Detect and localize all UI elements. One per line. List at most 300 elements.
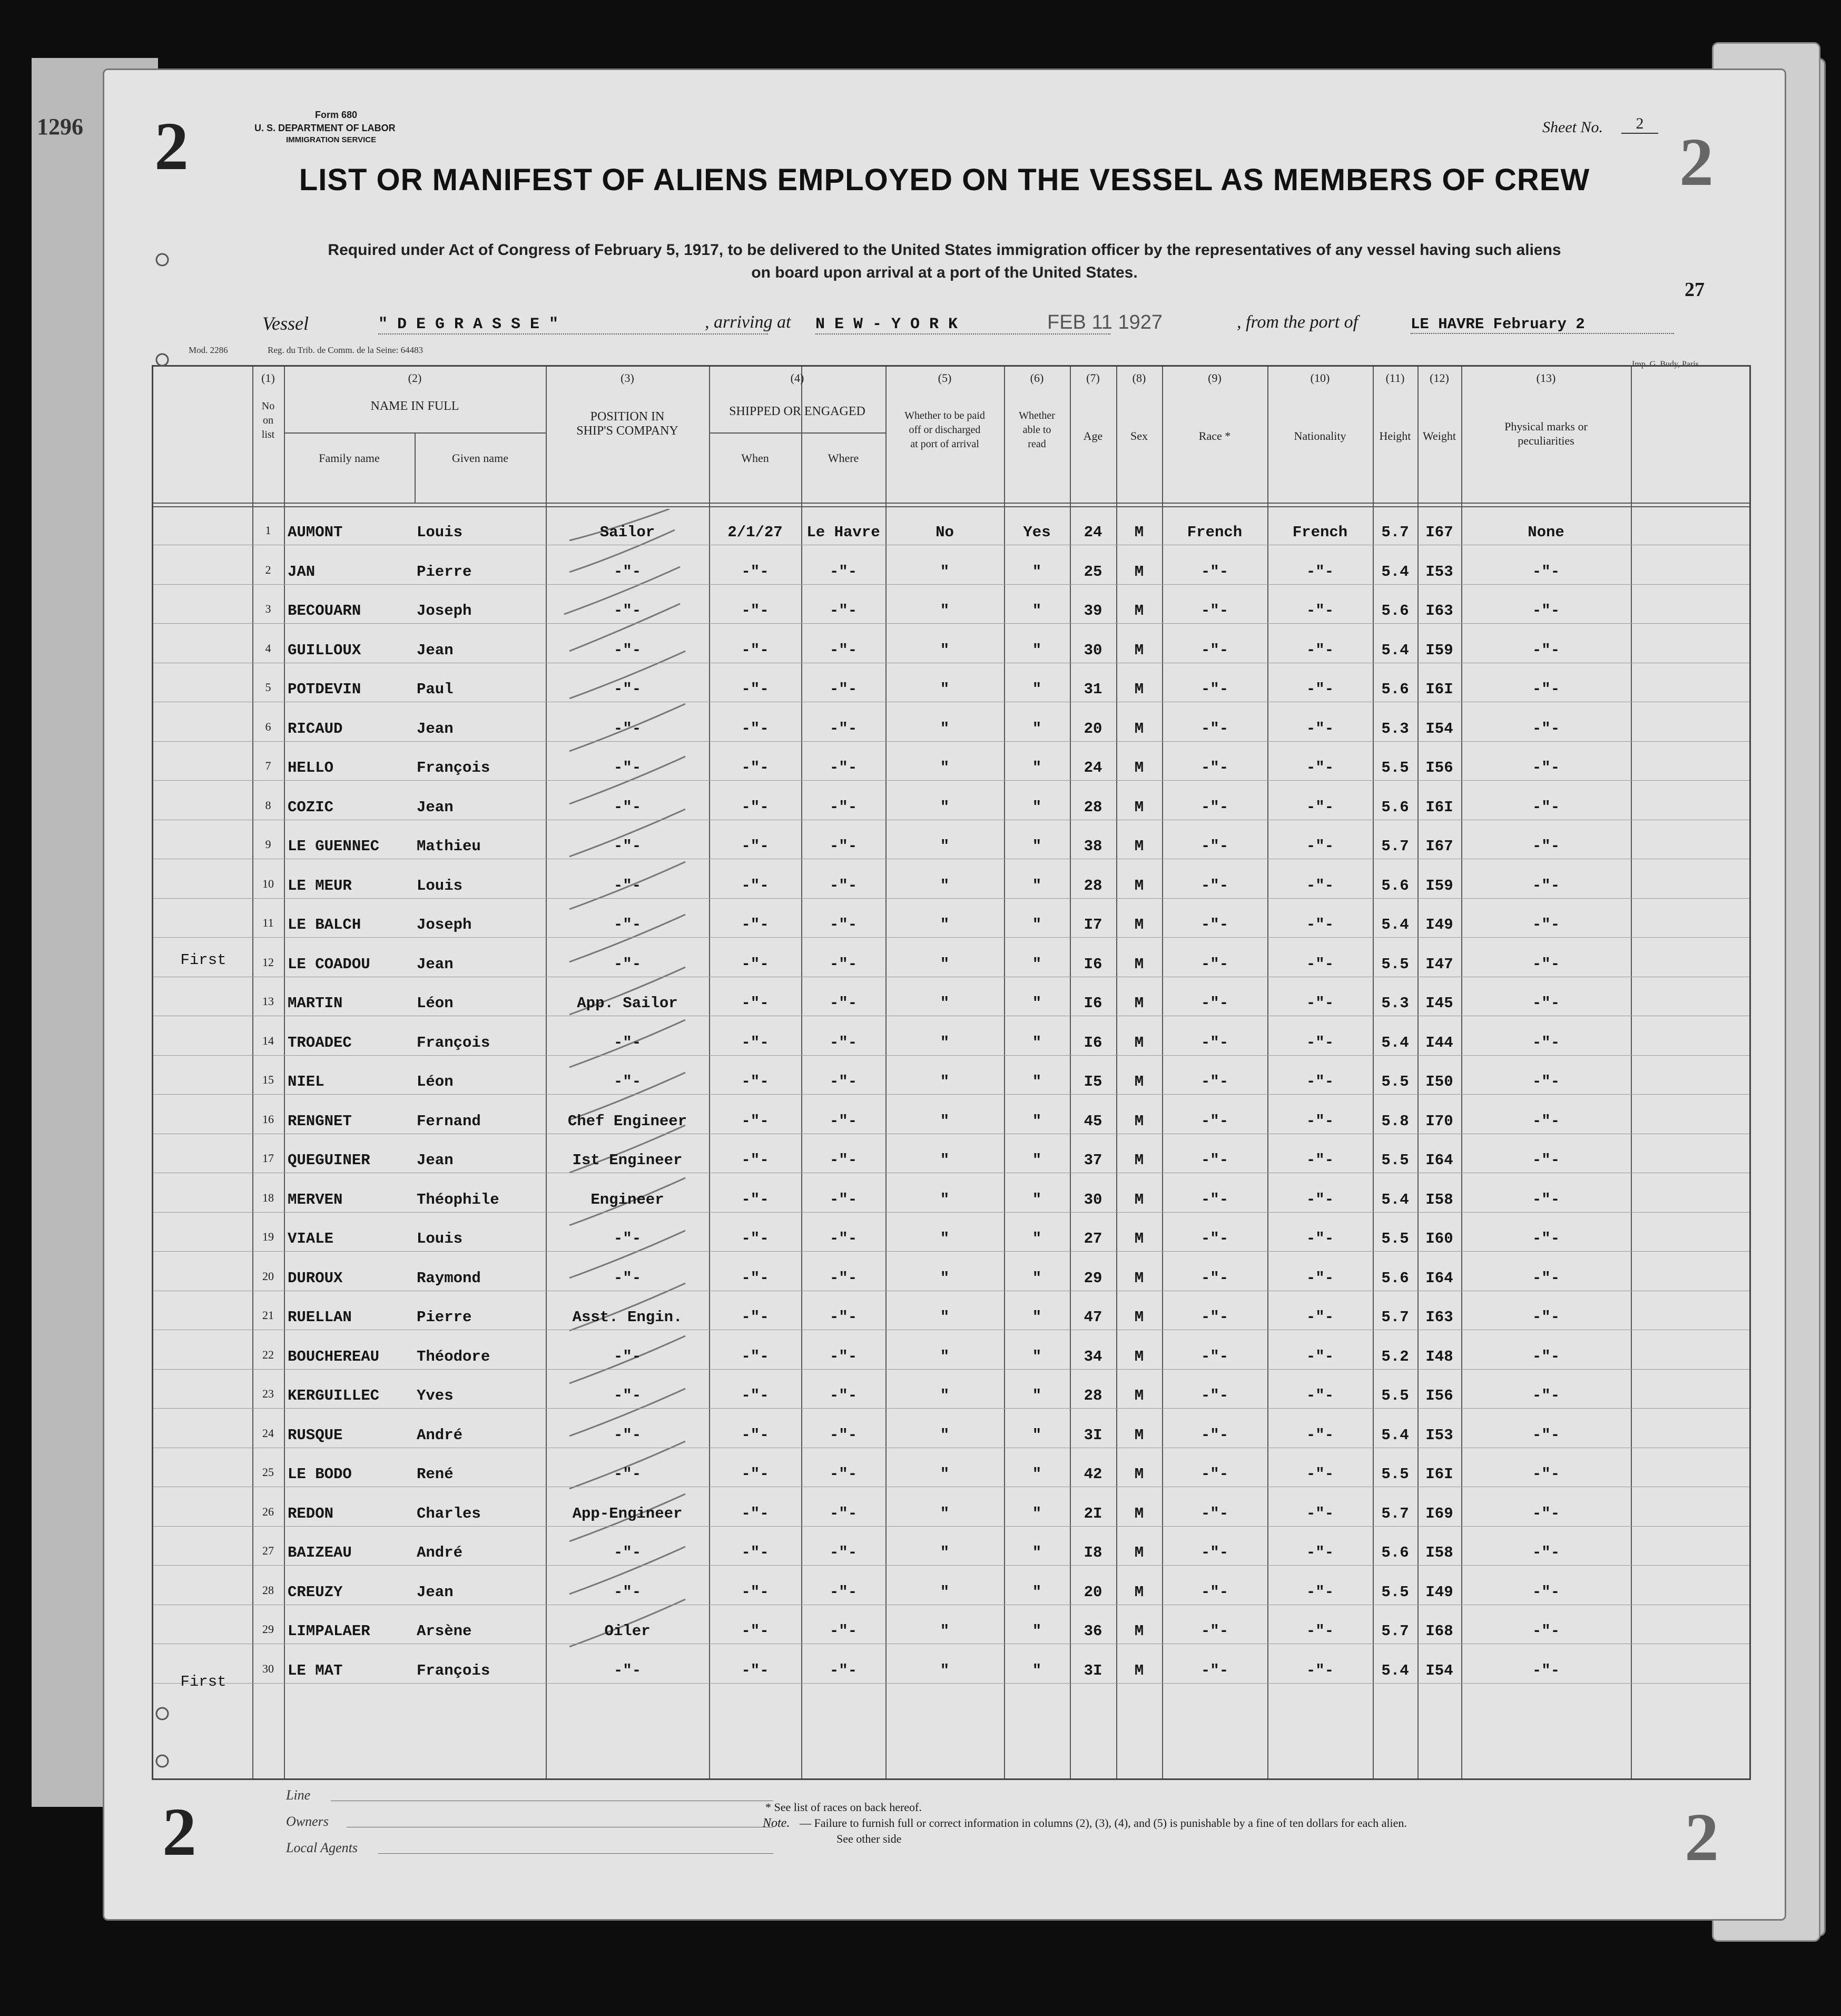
cell-able-to-read: " bbox=[1032, 916, 1042, 933]
cell-physical-marks: -"- bbox=[1532, 995, 1560, 1012]
cell-family-name: AUMONT bbox=[288, 524, 343, 541]
cell-physical-marks: -"- bbox=[1532, 1309, 1560, 1326]
cell-sex: M bbox=[1134, 1544, 1144, 1561]
cell-shipped-where: -"- bbox=[829, 1387, 858, 1404]
cell-height: 5.3 bbox=[1381, 720, 1409, 737]
cell-able-to-read: " bbox=[1032, 1466, 1042, 1483]
col4-number: (4) bbox=[790, 371, 804, 385]
cell-able-to-read: " bbox=[1032, 877, 1042, 894]
cell-shipped-when: -"- bbox=[741, 838, 769, 855]
col11-number: (11) bbox=[1385, 371, 1405, 385]
cell-height: 5.8 bbox=[1381, 1112, 1409, 1130]
cell-race: -"- bbox=[1200, 563, 1229, 581]
cell-weight: I45 bbox=[1425, 995, 1453, 1012]
cell-family-name: BOUCHEREAU bbox=[288, 1348, 380, 1365]
cell-height: 5.4 bbox=[1381, 1661, 1409, 1679]
row-rule bbox=[153, 937, 1749, 938]
cell-paid-off: " bbox=[940, 1348, 950, 1365]
cell-family-name: LE GUENNEC bbox=[288, 838, 380, 855]
cell-shipped-when: -"- bbox=[741, 1387, 769, 1404]
cell-given-name: Pierre bbox=[417, 1309, 472, 1326]
col5-number: (5) bbox=[938, 371, 952, 385]
cell-list-number: 14 bbox=[262, 1034, 274, 1047]
cell-list-number: 8 bbox=[265, 798, 271, 812]
cell-given-name: Raymond bbox=[417, 1269, 481, 1287]
cell-family-name: COZIC bbox=[288, 798, 334, 816]
cell-given-name: Jean bbox=[417, 1583, 454, 1601]
cell-list-number: 16 bbox=[262, 1112, 274, 1126]
cell-given-name: Joseph bbox=[417, 916, 472, 933]
row-rule bbox=[153, 584, 1749, 585]
cell-height: 5.7 bbox=[1381, 1622, 1409, 1640]
cell-family-name: MARTIN bbox=[288, 995, 343, 1012]
cell-list-number: 12 bbox=[262, 955, 274, 969]
cell-given-name: Jean bbox=[417, 1152, 454, 1169]
cell-age: 25 bbox=[1084, 563, 1102, 581]
cell-nationality: -"- bbox=[1306, 1583, 1334, 1601]
requirement-line-2: on board upon arrival at a port of the United States. bbox=[751, 264, 1138, 281]
cell-physical-marks: -"- bbox=[1532, 1191, 1560, 1208]
cell-physical-marks: -"- bbox=[1532, 1583, 1560, 1601]
cell-sex: M bbox=[1134, 1661, 1144, 1679]
cell-sex: M bbox=[1134, 995, 1144, 1012]
cell-age: 24 bbox=[1084, 759, 1102, 776]
cell-position: -"- bbox=[613, 1583, 642, 1601]
cell-nationality: -"- bbox=[1306, 916, 1334, 933]
cell-shipped-where: -"- bbox=[829, 1191, 858, 1208]
cell-shipped-when: -"- bbox=[741, 1191, 769, 1208]
cell-sex: M bbox=[1134, 681, 1144, 698]
cell-race: -"- bbox=[1200, 1426, 1229, 1444]
cell-nationality: -"- bbox=[1306, 1269, 1334, 1287]
cell-physical-marks: -"- bbox=[1532, 720, 1560, 737]
cell-height: 5.7 bbox=[1381, 524, 1409, 541]
cell-paid-off: " bbox=[940, 916, 950, 933]
cell-race: -"- bbox=[1200, 1622, 1229, 1640]
cell-weight: I56 bbox=[1425, 1387, 1453, 1404]
cell-weight: I70 bbox=[1425, 1112, 1453, 1130]
cell-race: -"- bbox=[1200, 602, 1229, 619]
cell-list-number: 20 bbox=[262, 1269, 274, 1283]
cell-nationality: -"- bbox=[1306, 563, 1334, 581]
cell-paid-off: " bbox=[940, 681, 950, 698]
cell-list-number: 15 bbox=[262, 1073, 274, 1086]
cell-family-name: HELLO bbox=[288, 759, 334, 776]
cell-shipped-where: -"- bbox=[829, 1622, 858, 1640]
cell-family-name: LE BALCH bbox=[288, 916, 361, 933]
cell-position: -"- bbox=[613, 1466, 642, 1483]
cell-list-number: 27 bbox=[262, 1544, 274, 1557]
cell-position: -"- bbox=[613, 602, 642, 619]
cell-shipped-when: -"- bbox=[741, 563, 769, 581]
cell-race: -"- bbox=[1200, 1034, 1229, 1051]
cell-shipped-when: -"- bbox=[741, 1309, 769, 1326]
cell-given-name: François bbox=[417, 1034, 490, 1051]
cell-sex: M bbox=[1134, 602, 1144, 619]
cell-family-name: VIALE bbox=[288, 1230, 334, 1247]
cell-shipped-where: -"- bbox=[829, 563, 858, 581]
cell-sex: M bbox=[1134, 1309, 1144, 1326]
col6-number: (6) bbox=[1030, 371, 1044, 385]
local-agents-label: Local Agents bbox=[286, 1840, 358, 1855]
cell-given-name: Louis bbox=[417, 524, 463, 541]
col13-number: (13) bbox=[1536, 371, 1556, 385]
cell-list-number: 23 bbox=[262, 1387, 274, 1400]
cell-paid-off: " bbox=[940, 1112, 950, 1130]
cell-age: I6 bbox=[1084, 995, 1102, 1012]
cell-shipped-where: -"- bbox=[829, 602, 858, 619]
cell-able-to-read: " bbox=[1032, 1387, 1042, 1404]
cell-position: App-Engineer bbox=[572, 1504, 683, 1522]
col9-header: Race * bbox=[1198, 429, 1231, 442]
cell-age: 39 bbox=[1084, 602, 1102, 619]
cell-weight: I69 bbox=[1425, 1504, 1453, 1522]
cell-shipped-where: -"- bbox=[829, 877, 858, 894]
cell-able-to-read: " bbox=[1032, 1152, 1042, 1169]
cell-height: 5.4 bbox=[1381, 563, 1409, 581]
cell-weight: I63 bbox=[1425, 1309, 1453, 1326]
cell-shipped-when: -"- bbox=[741, 1583, 769, 1601]
cell-nationality: -"- bbox=[1306, 1152, 1334, 1169]
cell-physical-marks: -"- bbox=[1532, 1348, 1560, 1365]
cell-age: 34 bbox=[1084, 1348, 1102, 1365]
cell-shipped-where: -"- bbox=[829, 759, 858, 776]
cell-weight: I60 bbox=[1425, 1230, 1453, 1247]
cell-physical-marks: -"- bbox=[1532, 1269, 1560, 1287]
cell-nationality: -"- bbox=[1306, 1309, 1334, 1326]
cell-family-name: LE MAT bbox=[288, 1661, 343, 1679]
cell-given-name: Charles bbox=[417, 1504, 481, 1522]
cell-position: Engineer bbox=[590, 1191, 664, 1208]
row-rule bbox=[153, 1565, 1749, 1566]
cell-shipped-where: -"- bbox=[829, 681, 858, 698]
col1-header: No on list bbox=[261, 400, 275, 440]
cell-paid-off: " bbox=[940, 1504, 950, 1522]
cell-paid-off: " bbox=[940, 1309, 950, 1326]
cell-able-to-read: " bbox=[1032, 1034, 1042, 1051]
cell-given-name: Yves bbox=[417, 1387, 454, 1404]
cell-shipped-when: -"- bbox=[741, 1034, 769, 1051]
cell-age: 28 bbox=[1084, 877, 1102, 894]
cell-weight: I49 bbox=[1425, 1583, 1453, 1601]
cell-shipped-where: -"- bbox=[829, 1034, 858, 1051]
cell-given-name: André bbox=[417, 1544, 463, 1561]
cell-given-name: Jean bbox=[417, 720, 454, 737]
cell-nationality: -"- bbox=[1306, 1230, 1334, 1247]
cell-shipped-where: -"- bbox=[829, 1073, 858, 1090]
col9-number: (9) bbox=[1208, 371, 1222, 385]
cell-physical-marks: -"- bbox=[1532, 798, 1560, 816]
cell-weight: I54 bbox=[1425, 720, 1453, 737]
cell-shipped-when: -"- bbox=[741, 641, 769, 659]
cell-paid-off: " bbox=[940, 995, 950, 1012]
cell-position: -"- bbox=[613, 563, 642, 581]
cell-height: 5.5 bbox=[1381, 1230, 1409, 1247]
cell-weight: I56 bbox=[1425, 759, 1453, 776]
cell-able-to-read: " bbox=[1032, 1583, 1042, 1601]
cell-sex: M bbox=[1134, 1387, 1144, 1404]
cell-sex: M bbox=[1134, 563, 1144, 581]
cell-paid-off: " bbox=[940, 759, 950, 776]
cell-nationality: -"- bbox=[1306, 995, 1334, 1012]
cell-paid-off: " bbox=[940, 1661, 950, 1679]
cell-family-name: NIEL bbox=[288, 1073, 324, 1090]
side-note-first-2: First bbox=[180, 1673, 227, 1690]
cell-able-to-read: " bbox=[1032, 1230, 1042, 1247]
arriving-port: N E W - Y O R K bbox=[815, 316, 1110, 335]
cell-list-number: 5 bbox=[265, 681, 271, 694]
cell-shipped-where: -"- bbox=[829, 955, 858, 973]
cell-position: -"- bbox=[613, 681, 642, 698]
cell-weight: I6I bbox=[1425, 798, 1453, 816]
col4-when-header: When bbox=[741, 451, 769, 465]
binder-holes bbox=[152, 249, 173, 1777]
cell-age: I5 bbox=[1084, 1073, 1102, 1090]
cell-race: French bbox=[1187, 524, 1243, 541]
department-label: U. S. DEPARTMENT OF LABOR bbox=[254, 123, 396, 133]
cell-nationality: -"- bbox=[1306, 720, 1334, 737]
manifest-sheet bbox=[103, 68, 1786, 1921]
cell-position: App. Sailor bbox=[577, 995, 678, 1012]
cell-physical-marks: -"- bbox=[1532, 1466, 1560, 1483]
cell-nationality: -"- bbox=[1306, 798, 1334, 816]
cell-sex: M bbox=[1134, 1466, 1144, 1483]
col2-given-header: Given name bbox=[452, 451, 508, 465]
cell-paid-off: " bbox=[940, 602, 950, 619]
cell-sex: M bbox=[1134, 759, 1144, 776]
row-rule bbox=[153, 623, 1749, 624]
printer-name: Imp. G. Budy, Paris bbox=[1632, 360, 1699, 369]
cell-height: 5.4 bbox=[1381, 641, 1409, 659]
cell-paid-off: No bbox=[936, 524, 954, 541]
cell-sex: M bbox=[1134, 1622, 1144, 1640]
cell-shipped-when: -"- bbox=[741, 1073, 769, 1090]
cell-list-number: 9 bbox=[265, 838, 271, 851]
cell-shipped-where: -"- bbox=[829, 1583, 858, 1601]
cell-given-name: Jean bbox=[417, 798, 454, 816]
cell-nationality: -"- bbox=[1306, 1348, 1334, 1365]
cell-shipped-when: -"- bbox=[741, 877, 769, 894]
cell-sex: M bbox=[1134, 916, 1144, 933]
cell-shipped-where: -"- bbox=[829, 1661, 858, 1679]
col4-where-header: Where bbox=[828, 451, 859, 465]
cell-race: -"- bbox=[1200, 1073, 1229, 1090]
cell-family-name: BAIZEAU bbox=[288, 1544, 352, 1561]
sheet-no-value: 2 bbox=[1621, 115, 1658, 134]
cell-paid-off: " bbox=[940, 1387, 950, 1404]
col10-header: Nationality bbox=[1294, 429, 1346, 442]
cell-list-number: 17 bbox=[262, 1152, 274, 1165]
cell-weight: I49 bbox=[1425, 916, 1453, 933]
cell-race: -"- bbox=[1200, 1348, 1229, 1365]
col5-header: Whether to be paid off or discharged at port of arrival bbox=[904, 410, 985, 450]
cell-shipped-where: -"- bbox=[829, 798, 858, 816]
cell-list-number: 25 bbox=[262, 1466, 274, 1479]
cell-family-name: POTDEVIN bbox=[288, 681, 361, 698]
cell-weight: I44 bbox=[1425, 1034, 1453, 1051]
note-text: — Failure to furnish full or correct information in columns (2), (3), (4), and (5) is punishable by a fine of ten dollars for each alien. bbox=[800, 1816, 1407, 1830]
cell-list-number: 28 bbox=[262, 1583, 274, 1597]
cell-race: -"- bbox=[1200, 838, 1229, 855]
cell-age: 3I bbox=[1084, 1426, 1102, 1444]
cell-weight: I6I bbox=[1425, 681, 1453, 698]
cell-sex: M bbox=[1134, 641, 1144, 659]
cell-race: -"- bbox=[1200, 681, 1229, 698]
see-other-side: See other side bbox=[836, 1832, 902, 1845]
cell-able-to-read: " bbox=[1032, 955, 1042, 973]
cell-height: 5.7 bbox=[1381, 1309, 1409, 1326]
cell-nationality: -"- bbox=[1306, 1034, 1334, 1051]
cell-race: -"- bbox=[1200, 1230, 1229, 1247]
cell-nationality: -"- bbox=[1306, 1504, 1334, 1522]
cell-family-name: RUELLAN bbox=[288, 1309, 352, 1326]
cell-list-number: 6 bbox=[265, 720, 271, 733]
cell-shipped-when: -"- bbox=[741, 681, 769, 698]
cell-given-name: François bbox=[417, 1661, 490, 1679]
cell-weight: I47 bbox=[1425, 955, 1453, 973]
cell-race: -"- bbox=[1200, 1191, 1229, 1208]
cell-list-number: 29 bbox=[262, 1622, 274, 1636]
cell-nationality: -"- bbox=[1306, 1661, 1334, 1679]
cell-physical-marks: -"- bbox=[1532, 681, 1560, 698]
cell-shipped-when: -"- bbox=[741, 1112, 769, 1130]
cell-sex: M bbox=[1134, 877, 1144, 894]
cell-physical-marks: -"- bbox=[1532, 1544, 1560, 1561]
cell-age: I6 bbox=[1084, 955, 1102, 973]
crew-table bbox=[152, 365, 1751, 1780]
cell-able-to-read: " bbox=[1032, 602, 1042, 619]
cell-position: -"- bbox=[613, 1269, 642, 1287]
cell-given-name: Paul bbox=[417, 681, 454, 698]
cell-list-number: 3 bbox=[265, 602, 271, 615]
cell-paid-off: " bbox=[940, 1426, 950, 1444]
from-port: LE HAVRE February 2 bbox=[1411, 316, 1674, 334]
cell-family-name: RICAUD bbox=[288, 720, 343, 737]
margin-number: 27 bbox=[1685, 279, 1705, 301]
cell-family-name: LE COADOU bbox=[288, 955, 370, 973]
cell-age: I8 bbox=[1084, 1544, 1102, 1561]
col2-number: (2) bbox=[408, 371, 422, 385]
cell-age: 31 bbox=[1084, 681, 1102, 698]
cell-family-name: GUILLOUX bbox=[288, 641, 361, 659]
cell-list-number: 24 bbox=[262, 1426, 274, 1440]
cell-family-name: QUEGUINER bbox=[288, 1152, 370, 1169]
col10-number: (10) bbox=[1310, 371, 1330, 385]
col7-header: Age bbox=[1083, 429, 1103, 442]
cell-shipped-when: -"- bbox=[741, 1544, 769, 1561]
cell-able-to-read: " bbox=[1032, 1544, 1042, 1561]
cell-nationality: -"- bbox=[1306, 602, 1334, 619]
line-label: Line bbox=[286, 1787, 311, 1803]
cell-weight: I63 bbox=[1425, 602, 1453, 619]
cell-age: 3I bbox=[1084, 1661, 1102, 1679]
arriving-label: , arriving at bbox=[705, 312, 791, 332]
cell-position: -"- bbox=[613, 1387, 642, 1404]
cell-height: 5.7 bbox=[1381, 1504, 1409, 1522]
cell-able-to-read: " bbox=[1032, 1073, 1042, 1090]
cell-nationality: -"- bbox=[1306, 1191, 1334, 1208]
cell-race: -"- bbox=[1200, 798, 1229, 816]
cell-weight: I6I bbox=[1425, 1466, 1453, 1483]
owners-label: Owners bbox=[286, 1814, 329, 1829]
cell-physical-marks: -"- bbox=[1532, 1230, 1560, 1247]
cell-given-name: Louis bbox=[417, 877, 463, 894]
side-note-first-1: First bbox=[180, 951, 227, 969]
cell-able-to-read: " bbox=[1032, 1269, 1042, 1287]
cell-physical-marks: -"- bbox=[1532, 838, 1560, 855]
cell-height: 5.2 bbox=[1381, 1348, 1409, 1365]
cell-race: -"- bbox=[1200, 1661, 1229, 1679]
cell-age: 27 bbox=[1084, 1230, 1102, 1247]
cell-family-name: TROADEC bbox=[288, 1034, 352, 1051]
row-rule bbox=[153, 1369, 1749, 1370]
cell-able-to-read: " bbox=[1032, 1426, 1042, 1444]
cell-physical-marks: -"- bbox=[1532, 1504, 1560, 1522]
cell-race: -"- bbox=[1200, 1112, 1229, 1130]
row-rule bbox=[153, 1251, 1749, 1252]
cell-position: -"- bbox=[613, 1661, 642, 1679]
cell-height: 5.3 bbox=[1381, 995, 1409, 1012]
cell-physical-marks: -"- bbox=[1532, 602, 1560, 619]
cell-list-number: 4 bbox=[265, 641, 271, 655]
cell-position: -"- bbox=[613, 1348, 642, 1365]
col6-header: Whether able to read bbox=[1019, 410, 1055, 450]
cell-family-name: KERGUILLEC bbox=[288, 1387, 380, 1404]
cell-sex: M bbox=[1134, 1034, 1144, 1051]
col3-header: POSITION IN SHIP'S COMPANY bbox=[576, 410, 678, 438]
cell-list-number: 1 bbox=[265, 524, 271, 537]
cell-given-name: Théophile bbox=[417, 1191, 499, 1208]
row-rule bbox=[153, 898, 1749, 899]
cell-shipped-when: -"- bbox=[741, 1622, 769, 1640]
cell-race: -"- bbox=[1200, 720, 1229, 737]
col8-header: Sex bbox=[1130, 429, 1148, 442]
cell-given-name: Jean bbox=[417, 955, 454, 973]
cell-nationality: -"- bbox=[1306, 1426, 1334, 1444]
cell-given-name: Léon bbox=[417, 995, 454, 1012]
cell-given-name: André bbox=[417, 1426, 463, 1444]
cell-weight: I64 bbox=[1425, 1152, 1453, 1169]
cell-shipped-when: -"- bbox=[741, 720, 769, 737]
cell-race: -"- bbox=[1200, 995, 1229, 1012]
cell-shipped-when: 2/1/27 bbox=[727, 524, 783, 541]
cell-shipped-when: -"- bbox=[741, 1661, 769, 1679]
col1-number: (1) bbox=[261, 371, 275, 385]
row-rule bbox=[153, 1526, 1749, 1527]
cell-position: -"- bbox=[613, 1230, 642, 1247]
cell-position: Ist Engineer bbox=[572, 1152, 683, 1169]
sheet-numeral-top-left: 2 bbox=[154, 109, 189, 184]
cell-position: -"- bbox=[613, 877, 642, 894]
cell-position: -"- bbox=[613, 720, 642, 737]
cell-sex: M bbox=[1134, 524, 1144, 541]
cell-age: I7 bbox=[1084, 916, 1102, 933]
cell-height: 5.6 bbox=[1381, 798, 1409, 816]
cell-nationality: French bbox=[1292, 524, 1348, 541]
cell-nationality: -"- bbox=[1306, 1466, 1334, 1483]
cell-shipped-where: -"- bbox=[829, 641, 858, 659]
cell-position: -"- bbox=[613, 641, 642, 659]
cell-position: -"- bbox=[613, 759, 642, 776]
cell-given-name: François bbox=[417, 759, 490, 776]
cell-list-number: 2 bbox=[265, 563, 271, 576]
cell-physical-marks: -"- bbox=[1532, 916, 1560, 933]
cell-family-name: LIMPALAER bbox=[288, 1622, 370, 1640]
cell-able-to-read: " bbox=[1032, 798, 1042, 816]
cell-height: 5.5 bbox=[1381, 1152, 1409, 1169]
cell-race: -"- bbox=[1200, 1387, 1229, 1404]
cell-paid-off: " bbox=[940, 1034, 950, 1051]
